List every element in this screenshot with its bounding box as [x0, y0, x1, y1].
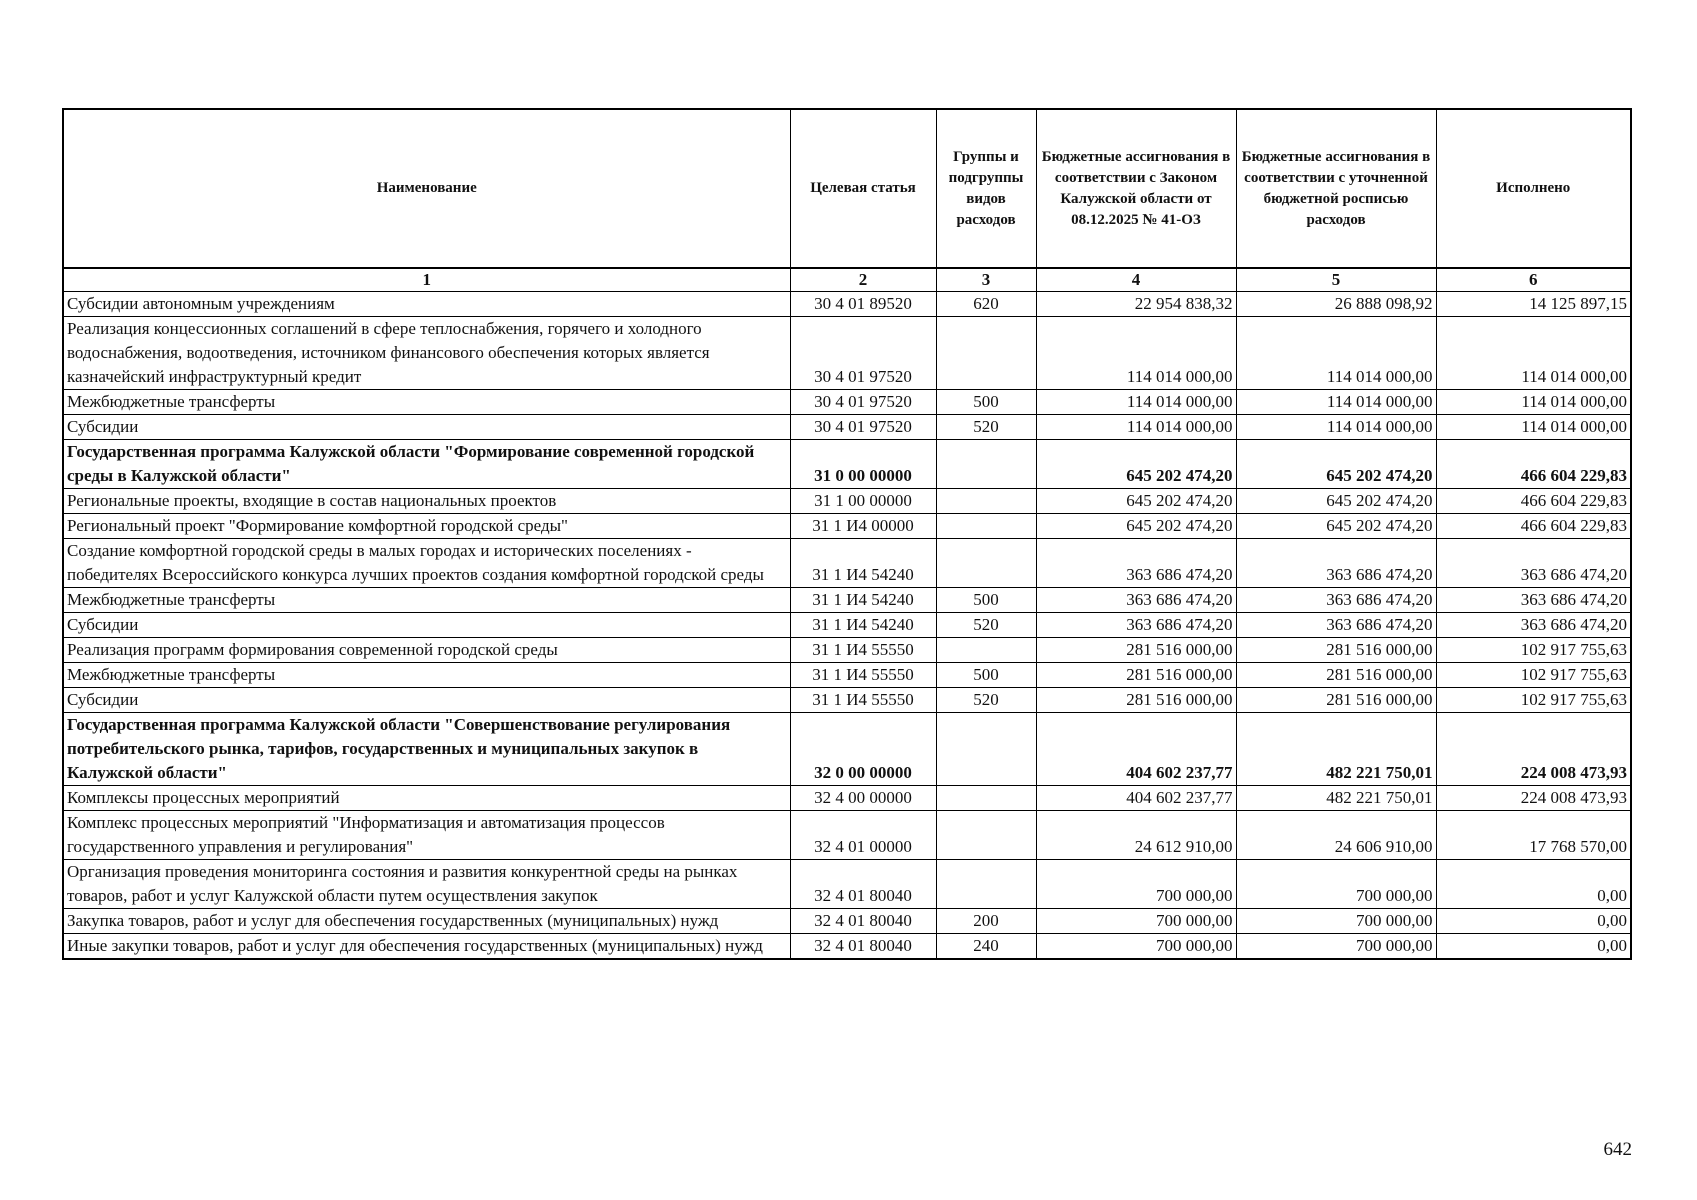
row-law-allocation: 24 612 910,00 — [1036, 811, 1236, 860]
table-row — [63, 489, 1631, 514]
row-executed: 363 686 474,20 — [1436, 539, 1631, 588]
row-law-allocation: 281 516 000,00 — [1036, 688, 1236, 713]
row-target-article: 31 1 И4 55550 — [790, 638, 936, 663]
row-name: Межбюджетные трансферты — [63, 663, 790, 688]
table-row — [63, 613, 1631, 638]
row-law-allocation: 700 000,00 — [1036, 934, 1236, 960]
row-executed: 114 014 000,00 — [1436, 415, 1631, 440]
row-law-allocation: 700 000,00 — [1036, 860, 1236, 909]
row-target-article: 31 0 00 00000 — [790, 440, 936, 489]
row-expense-group: 500 — [936, 663, 1036, 688]
row-expense-group — [936, 713, 1036, 786]
table-row — [63, 440, 1631, 489]
row-expense-group — [936, 860, 1036, 909]
row-executed: 363 686 474,20 — [1436, 588, 1631, 613]
table-row — [63, 663, 1631, 688]
row-name: Иные закупки товаров, работ и услуг для обеспечения государственных (муниципальных) нужд — [63, 934, 790, 960]
table-row — [63, 713, 1631, 786]
row-name: Реализация концессионных соглашений в сфере теплоснабжения, горячего и холодного водоснабжения, водоотведения, источником финансового обеспечения которых является казначейский инфраструктурный кредит — [63, 317, 790, 390]
row-executed: 114 014 000,00 — [1436, 390, 1631, 415]
row-executed: 0,00 — [1436, 909, 1631, 934]
row-name: Организация проведения мониторинга состояния и развития конкурентной среды на рынках товаров, работ и услуг Калужской области путем осуществления закупок — [63, 860, 790, 909]
row-law-allocation: 700 000,00 — [1036, 909, 1236, 934]
row-executed: 0,00 — [1436, 934, 1631, 960]
row-law-allocation: 281 516 000,00 — [1036, 638, 1236, 663]
table-row — [63, 390, 1631, 415]
row-law-allocation: 22 954 838,32 — [1036, 292, 1236, 317]
column-number: 6 — [1436, 268, 1631, 292]
table-row — [63, 811, 1631, 860]
row-target-article: 32 0 00 00000 — [790, 713, 936, 786]
row-expense-group — [936, 638, 1036, 663]
row-law-allocation: 404 602 237,77 — [1036, 786, 1236, 811]
table-row — [63, 860, 1631, 909]
table-row — [63, 688, 1631, 713]
column-number: 5 — [1236, 268, 1436, 292]
row-law-allocation: 114 014 000,00 — [1036, 390, 1236, 415]
row-revised-allocation: 114 014 000,00 — [1236, 390, 1436, 415]
row-law-allocation: 363 686 474,20 — [1036, 613, 1236, 638]
row-executed: 224 008 473,93 — [1436, 786, 1631, 811]
row-revised-allocation: 281 516 000,00 — [1236, 688, 1436, 713]
row-name: Закупка товаров, работ и услуг для обеспечения государственных (муниципальных) нужд — [63, 909, 790, 934]
row-target-article: 30 4 01 89520 — [790, 292, 936, 317]
row-executed: 466 604 229,83 — [1436, 440, 1631, 489]
row-target-article: 30 4 01 97520 — [790, 317, 936, 390]
row-target-article: 32 4 01 80040 — [790, 909, 936, 934]
row-target-article: 32 4 01 00000 — [790, 811, 936, 860]
row-expense-group: 520 — [936, 613, 1036, 638]
row-executed: 17 768 570,00 — [1436, 811, 1631, 860]
row-executed: 0,00 — [1436, 860, 1631, 909]
row-revised-allocation: 26 888 098,92 — [1236, 292, 1436, 317]
row-target-article: 32 4 01 80040 — [790, 860, 936, 909]
row-law-allocation: 363 686 474,20 — [1036, 539, 1236, 588]
row-target-article: 31 1 И4 54240 — [790, 588, 936, 613]
row-executed: 102 917 755,63 — [1436, 688, 1631, 713]
header-revised-allocations: Бюджетные ассигнования в соответствии с уточненной бюджетной росписью расходов — [1236, 109, 1436, 268]
column-number: 4 — [1036, 268, 1236, 292]
budget-execution-table — [62, 108, 1632, 960]
table-row — [63, 415, 1631, 440]
row-law-allocation: 645 202 474,20 — [1036, 440, 1236, 489]
row-target-article: 30 4 01 97520 — [790, 415, 936, 440]
row-revised-allocation: 700 000,00 — [1236, 909, 1436, 934]
row-revised-allocation: 363 686 474,20 — [1236, 613, 1436, 638]
column-number: 2 — [790, 268, 936, 292]
row-target-article: 31 1 И4 00000 — [790, 514, 936, 539]
column-number-row — [63, 268, 1631, 292]
row-revised-allocation: 700 000,00 — [1236, 934, 1436, 960]
row-revised-allocation: 363 686 474,20 — [1236, 539, 1436, 588]
row-name: Государственная программа Калужской области "Совершенствование регулирования потребительского рынка, тарифов, государственных и муниципальных закупок в Калужской области" — [63, 713, 790, 786]
row-name: Межбюджетные трансферты — [63, 390, 790, 415]
row-target-article: 30 4 01 97520 — [790, 390, 936, 415]
header-executed: Исполнено — [1436, 109, 1631, 268]
row-expense-group — [936, 539, 1036, 588]
table-row — [63, 588, 1631, 613]
row-law-allocation: 404 602 237,77 — [1036, 713, 1236, 786]
header-name: Наименование — [63, 109, 790, 268]
row-name: Региональные проекты, входящие в состав национальных проектов — [63, 489, 790, 514]
row-executed: 466 604 229,83 — [1436, 514, 1631, 539]
row-law-allocation: 114 014 000,00 — [1036, 317, 1236, 390]
row-executed: 114 014 000,00 — [1436, 317, 1631, 390]
row-expense-group — [936, 317, 1036, 390]
table-row — [63, 786, 1631, 811]
row-expense-group: 500 — [936, 588, 1036, 613]
row-executed: 102 917 755,63 — [1436, 638, 1631, 663]
row-expense-group: 500 — [936, 390, 1036, 415]
row-revised-allocation: 114 014 000,00 — [1236, 415, 1436, 440]
row-revised-allocation: 645 202 474,20 — [1236, 440, 1436, 489]
row-expense-group — [936, 811, 1036, 860]
row-law-allocation: 645 202 474,20 — [1036, 489, 1236, 514]
row-target-article: 31 1 И4 55550 — [790, 688, 936, 713]
row-executed: 102 917 755,63 — [1436, 663, 1631, 688]
row-target-article: 32 4 00 00000 — [790, 786, 936, 811]
row-name: Субсидии автономным учреждениям — [63, 292, 790, 317]
header-row — [63, 109, 1631, 268]
row-revised-allocation: 281 516 000,00 — [1236, 663, 1436, 688]
row-revised-allocation: 645 202 474,20 — [1236, 489, 1436, 514]
row-expense-group: 520 — [936, 415, 1036, 440]
row-expense-group: 520 — [936, 688, 1036, 713]
row-name: Реализация программ формирования современной городской среды — [63, 638, 790, 663]
column-number: 1 — [63, 268, 790, 292]
row-executed: 363 686 474,20 — [1436, 613, 1631, 638]
table-row — [63, 638, 1631, 663]
row-name: Субсидии — [63, 415, 790, 440]
row-expense-group — [936, 786, 1036, 811]
row-revised-allocation: 24 606 910,00 — [1236, 811, 1436, 860]
table-row — [63, 317, 1631, 390]
row-revised-allocation: 281 516 000,00 — [1236, 638, 1436, 663]
header-law-allocations: Бюджетные ассигнования в соответствии с Законом Калужской области от 08.12.2025 № 41-ОЗ — [1036, 109, 1236, 268]
table-row — [63, 292, 1631, 317]
row-target-article: 31 1 И4 54240 — [790, 613, 936, 638]
row-target-article: 31 1 И4 54240 — [790, 539, 936, 588]
row-name: Субсидии — [63, 613, 790, 638]
row-expense-group: 240 — [936, 934, 1036, 960]
row-target-article: 31 1 И4 55550 — [790, 663, 936, 688]
header-target-article: Целевая статья — [790, 109, 936, 268]
row-revised-allocation: 482 221 750,01 — [1236, 713, 1436, 786]
row-revised-allocation: 645 202 474,20 — [1236, 514, 1436, 539]
table-row — [63, 934, 1631, 960]
row-executed: 466 604 229,83 — [1436, 489, 1631, 514]
table-row — [63, 909, 1631, 934]
row-expense-group — [936, 489, 1036, 514]
row-name: Субсидии — [63, 688, 790, 713]
table-row — [63, 539, 1631, 588]
row-name: Государственная программа Калужской области "Формирование современной городской среды в Калужской области" — [63, 440, 790, 489]
row-law-allocation: 363 686 474,20 — [1036, 588, 1236, 613]
row-revised-allocation: 700 000,00 — [1236, 860, 1436, 909]
row-name: Комплексы процессных мероприятий — [63, 786, 790, 811]
row-name: Межбюджетные трансферты — [63, 588, 790, 613]
row-name: Комплекс процессных мероприятий "Информатизация и автоматизация процессов государственного управления и регулирования" — [63, 811, 790, 860]
row-law-allocation: 114 014 000,00 — [1036, 415, 1236, 440]
row-expense-group — [936, 514, 1036, 539]
row-expense-group — [936, 440, 1036, 489]
table-row — [63, 514, 1631, 539]
row-expense-group: 620 — [936, 292, 1036, 317]
row-law-allocation: 645 202 474,20 — [1036, 514, 1236, 539]
header-expense-groups: Группы и подгруппы видов расходов — [936, 109, 1036, 268]
row-law-allocation: 281 516 000,00 — [1036, 663, 1236, 688]
row-target-article: 32 4 01 80040 — [790, 934, 936, 960]
row-expense-group: 200 — [936, 909, 1036, 934]
row-revised-allocation: 114 014 000,00 — [1236, 317, 1436, 390]
row-revised-allocation: 363 686 474,20 — [1236, 588, 1436, 613]
row-executed: 14 125 897,15 — [1436, 292, 1631, 317]
page-number: 642 — [1603, 1139, 1632, 1160]
row-target-article: 31 1 00 00000 — [790, 489, 936, 514]
row-revised-allocation: 482 221 750,01 — [1236, 786, 1436, 811]
column-number: 3 — [936, 268, 1036, 292]
row-name: Региональный проект "Формирование комфортной городской среды" — [63, 514, 790, 539]
row-executed: 224 008 473,93 — [1436, 713, 1631, 786]
row-name: Создание комфортной городской среды в малых городах и исторических поселениях - победителях Всероссийского конкурса лучших проектов создания комфортной городской среды — [63, 539, 790, 588]
